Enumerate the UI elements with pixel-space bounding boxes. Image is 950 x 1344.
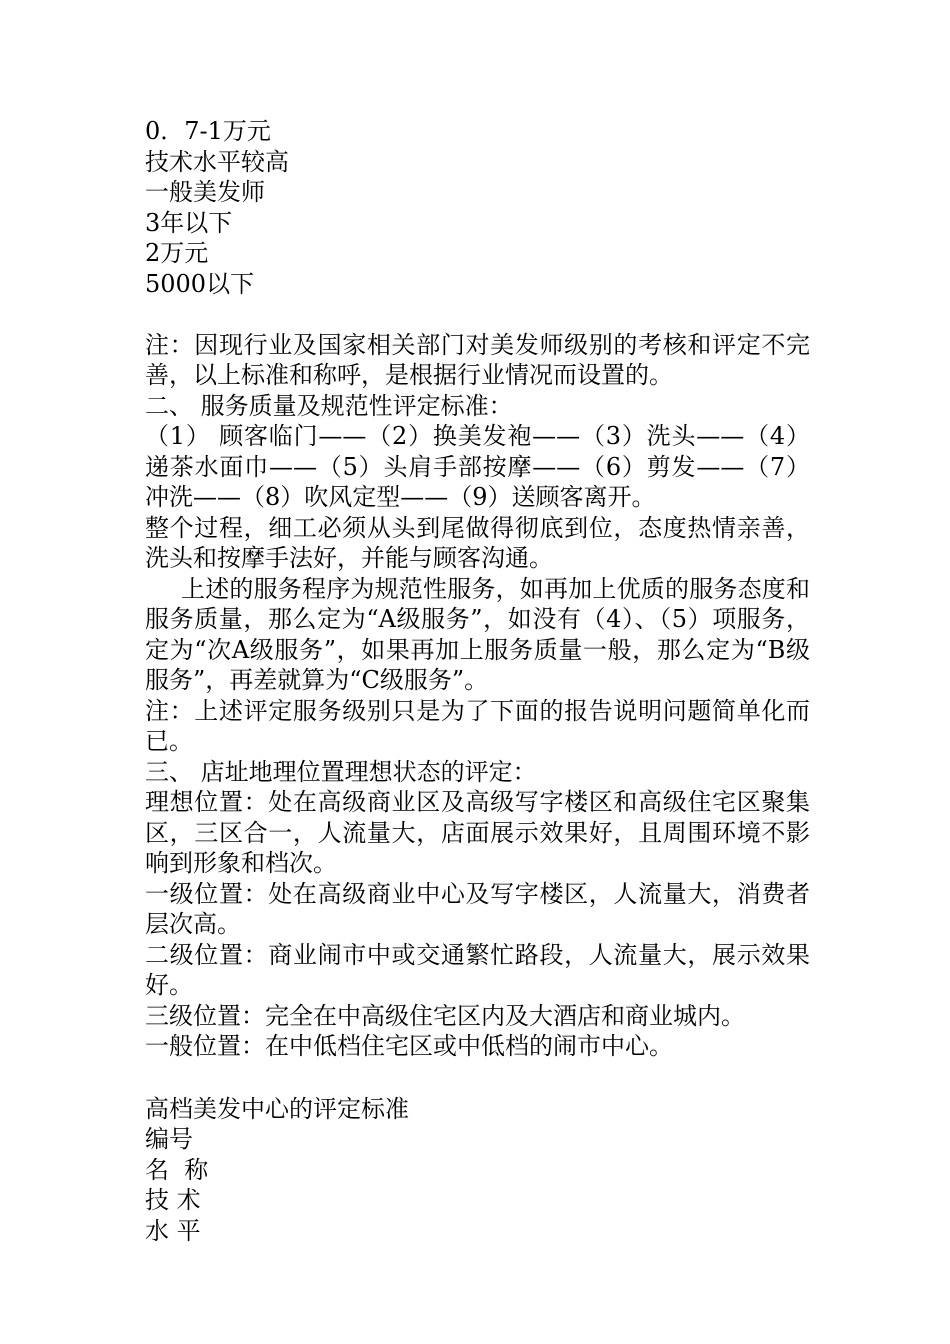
section-heading-location: 三、 店址地理位置理想状态的评定： <box>145 757 537 786</box>
note-paragraph: 注：因现行业及国家相关部门对美发师级别的考核和评定不完善，以上标准和称呼，是根据行业情况而设置的。 <box>145 330 810 389</box>
table-header-skill: 技 术 <box>145 1186 201 1214</box>
service-steps-paragraph: （1） 顾客临门——（2）换美发袍——（3）洗头——（4）递茶水面巾——（5）头肩手部按摩——（6）剪发——（7）冲洗——（8）吹风定型——（9）送顾客离开。 <box>145 422 810 511</box>
table-header-name: 名 称 <box>145 1155 209 1184</box>
text-line-amount: 5000以下 <box>145 269 255 298</box>
position-ideal: 理想位置：处在高级商业区及高级写字楼区和高级住宅区聚集区，三区合一，人流量大，店面展示效果好，且周围环境不影响到形象和档次。 <box>145 788 810 877</box>
document-body <box>145 116 810 1246</box>
note-paragraph-2: 注：上述评定服务级别只是为了下面的报告说明问题简单化而已。 <box>145 696 810 755</box>
table-header-number: 编号 <box>145 1125 193 1153</box>
service-grades-paragraph: 上述的服务程序为规范性服务，如再加上优质的服务态度和服务质量，那么定为“A级服务”，如没有（4）、（5）项服务，定为“次A级服务”，如果再加上服务质量一般，那么定为“B级服务”，再差就算为“C级服务”。 <box>145 574 810 694</box>
text-line-title: 一般美发师 <box>145 178 265 206</box>
text-line-skill-level: 技术水平较高 <box>145 147 289 176</box>
spacer <box>145 299 810 330</box>
text-line-price-range: 0．7-1万元 <box>145 117 271 145</box>
position-level-1: 一级位置：处在高级商业中心及写字楼区，人流量大，消费者层次高。 <box>145 879 810 938</box>
text-line-experience: 3年以下 <box>145 208 233 237</box>
position-level-2: 二级位置：商业闹市中或交通繁忙路段，人流量大，展示效果好。 <box>145 940 810 999</box>
table-title: 高档美发中心的评定标准 <box>145 1094 409 1123</box>
position-general: 一般位置：在中低档住宅区或中低档的闹市中心。 <box>145 1032 673 1060</box>
spacer <box>145 1062 810 1094</box>
text-line-salary: 2万元 <box>145 239 209 267</box>
service-process-paragraph: 整个过程，细工必须从头到尾做得彻底到位，态度热情亲善，洗头和按摩手法好，并能与顾客沟通。 <box>145 513 810 572</box>
position-level-3: 三级位置：完全在中高级住宅区内及大酒店和商业城内。 <box>145 1001 745 1030</box>
table-header-level: 水 平 <box>145 1216 201 1245</box>
section-heading-service: 二、 服务质量及规范性评定标准： <box>145 391 513 420</box>
